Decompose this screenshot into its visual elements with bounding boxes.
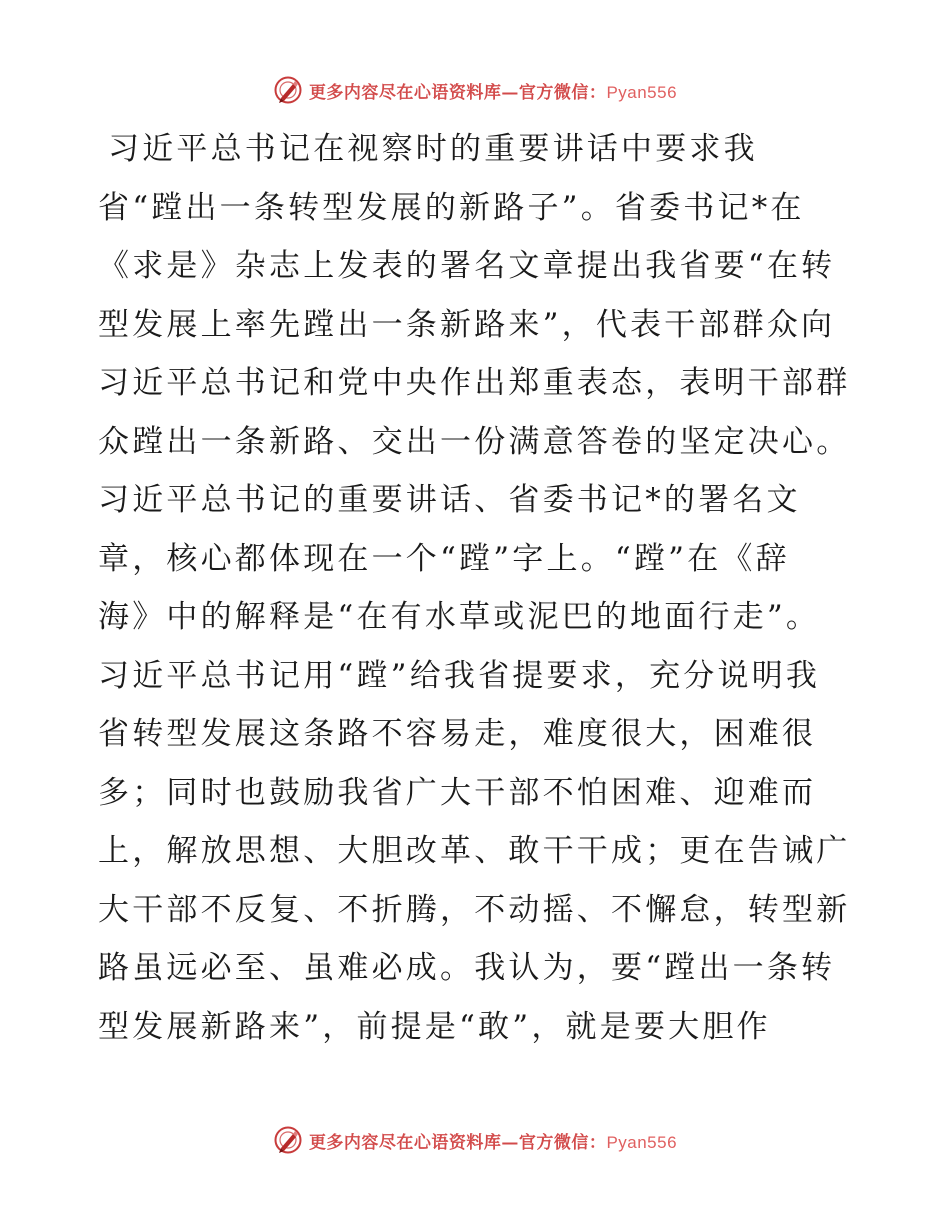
text-line: 上，解放思想、大胆改革、敢干干成；更在告诫广 bbox=[98, 833, 851, 869]
header-watermark bbox=[0, 73, 950, 107]
text-line: 众蹚出一条新路、交出一份满意答卷的坚定决心。 bbox=[98, 423, 851, 460]
text-line: 多；同时也鼓励我省广大干部不怕困难、迎难而 bbox=[98, 774, 817, 811]
text-line: 习近平总书记在视察时的重要讲话中要求我 bbox=[108, 131, 758, 167]
text-line: 海》中的解释是“在有水草或泥巴的地面行走”。 bbox=[98, 599, 821, 635]
text-line: 习近平总书记用“蹚”给我省提要求，充分说明我 bbox=[98, 657, 821, 694]
text-line: 型发展上率先蹚出一条新路来”，代表干部群众向 bbox=[98, 306, 836, 343]
watermark-text: 更多内容尽在心语资料库—官方微信：Pyan556 bbox=[308, 1132, 678, 1153]
text-line: 章，核心都体现在一个“蹚”字上。“蹚”在《辞 bbox=[98, 540, 790, 577]
pen-logo-icon bbox=[273, 75, 303, 105]
text-line: 路虽远必至、虽难必成。我认为，要“蹚出一条转 bbox=[98, 950, 836, 986]
text-line: 习近平总书记和党中央作出郑重表态，表明干部群 bbox=[98, 365, 851, 401]
footer-watermark bbox=[0, 1123, 950, 1157]
text-line: 习近平总书记的重要讲话、省委书记*的署名文 bbox=[98, 482, 801, 518]
pen-logo-icon bbox=[273, 1125, 303, 1155]
text-line: 《求是》杂志上发表的署名文章提出我省要“在转 bbox=[98, 248, 836, 284]
document-body bbox=[98, 120, 858, 1056]
text-line: 省“蹚出一条转型发展的新路子”。省委书记*在 bbox=[98, 189, 805, 226]
watermark-text: 更多内容尽在心语资料库—官方微信：Pyan556 bbox=[308, 82, 678, 103]
text-line: 型发展新路来”，前提是“敢”，就是要大胆作 bbox=[98, 1008, 771, 1045]
text-line: 大干部不反复、不折腾，不动摇、不懈怠，转型新 bbox=[98, 891, 851, 928]
text-line: 省转型发展这条路不容易走，难度很大，困难很 bbox=[98, 716, 817, 752]
